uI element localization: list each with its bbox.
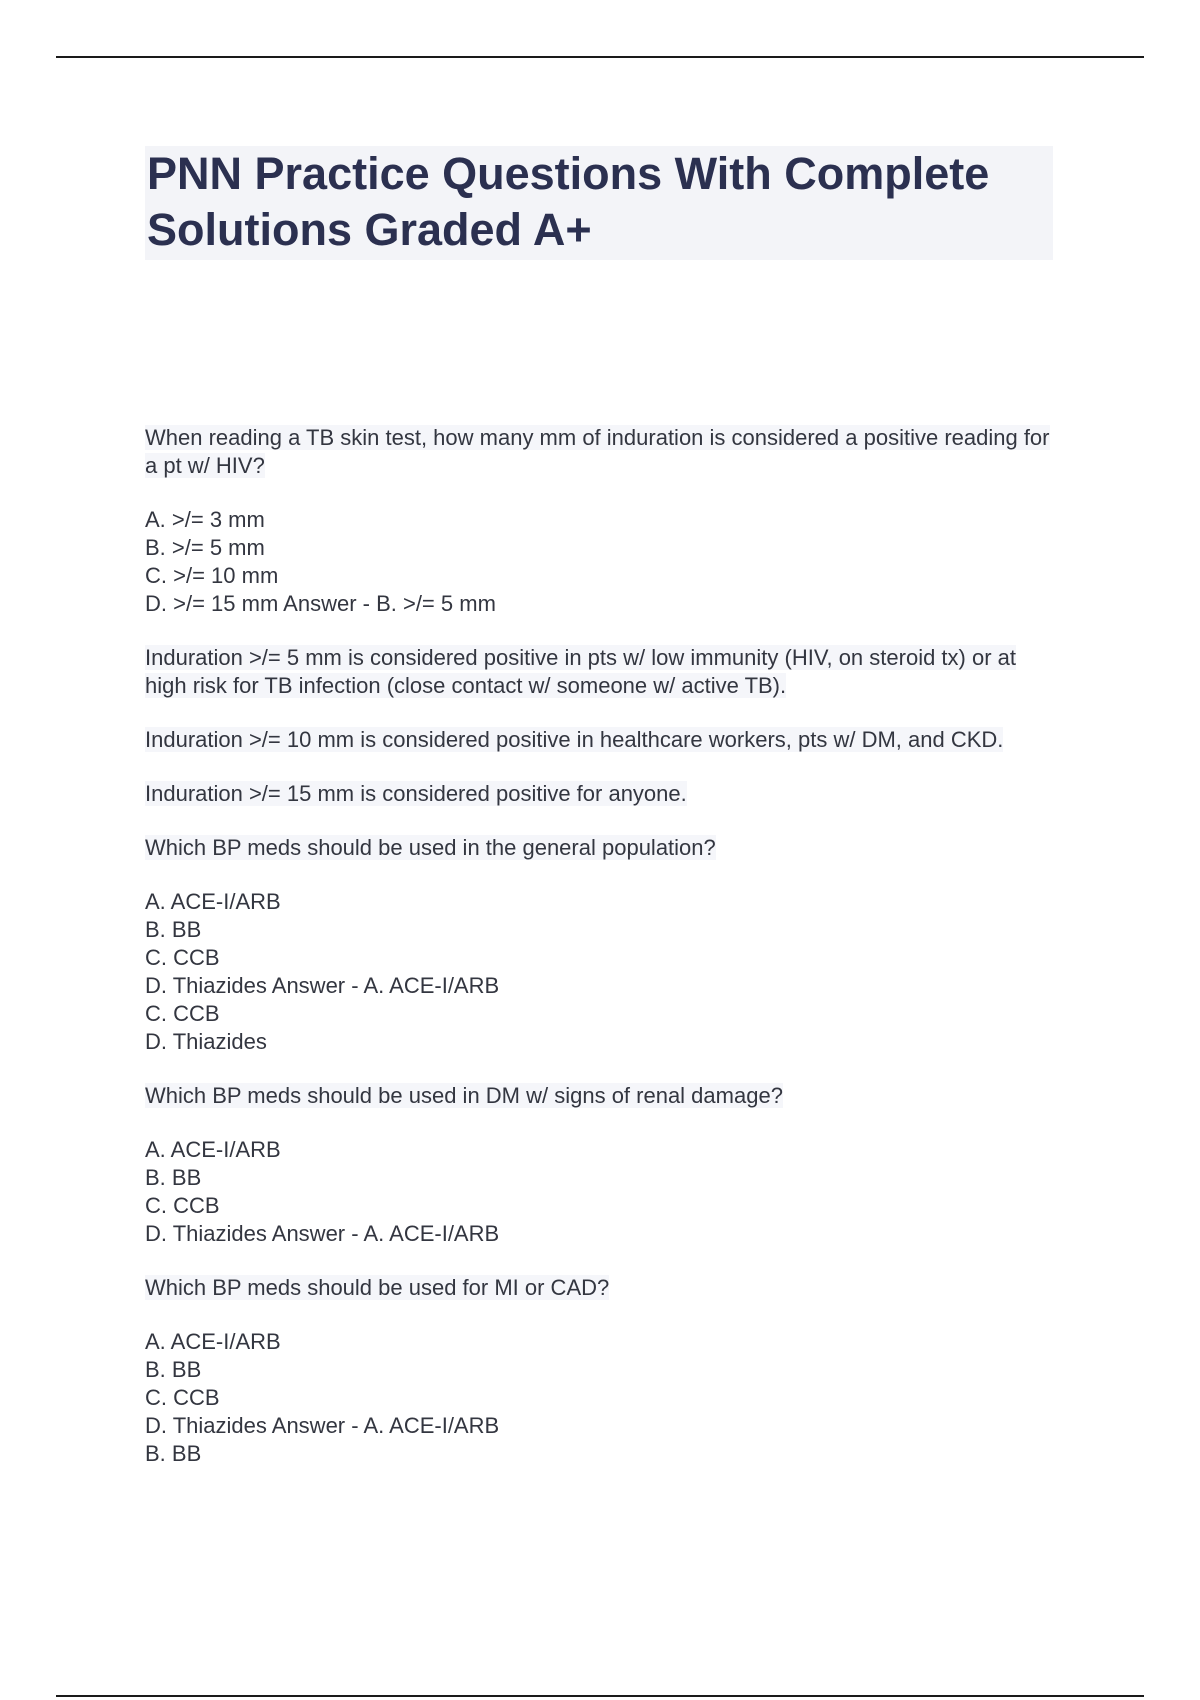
document-body bbox=[145, 424, 1055, 1494]
option-with-answer: D. Thiazides Answer - A. ACE-I/ARB bbox=[145, 1413, 500, 1438]
explanation-paragraph: Induration >/= 5 mm is considered positive in pts w/ low immunity (HIV, on steroid tx) or at high risk for TB infection (close contact w/ someone w/ active TB). bbox=[145, 645, 1016, 698]
option: A. ACE-I/ARB bbox=[145, 1137, 281, 1162]
title-block bbox=[145, 146, 1053, 260]
option: C. CCB bbox=[145, 945, 220, 970]
bottom-divider bbox=[56, 1695, 1144, 1697]
option: B. BB bbox=[145, 1165, 202, 1190]
option: C. CCB bbox=[145, 1193, 220, 1218]
question-1-text: When reading a TB skin test, how many mm of induration is considered a positive reading for a pt w/ HIV? bbox=[145, 425, 1050, 478]
title-line-2: Solutions Graded A+ bbox=[147, 204, 592, 255]
option: C. CCB bbox=[145, 1001, 220, 1026]
option-with-answer: D. Thiazides Answer - A. ACE-I/ARB bbox=[145, 973, 500, 998]
explanation-paragraph: Induration >/= 15 mm is considered positive for anyone. bbox=[145, 781, 687, 806]
question-3-text: Which BP meds should be used in DM w/ signs of renal damage? bbox=[145, 1083, 783, 1108]
option: B. BB bbox=[145, 1357, 202, 1382]
option: A. ACE-I/ARB bbox=[145, 1329, 281, 1354]
option: B. BB bbox=[145, 1441, 202, 1466]
option: B. BB bbox=[145, 917, 202, 942]
option: A. ACE-I/ARB bbox=[145, 889, 281, 914]
option-with-answer: D. Thiazides Answer - A. ACE-I/ARB bbox=[145, 1221, 500, 1246]
option-with-answer: D. >/= 15 mm Answer - B. >/= 5 mm bbox=[145, 591, 496, 616]
option: C. CCB bbox=[145, 1385, 220, 1410]
question-4-text: Which BP meds should be used for MI or CAD? bbox=[145, 1275, 610, 1300]
top-divider bbox=[56, 56, 1144, 58]
option: B. >/= 5 mm bbox=[145, 535, 265, 560]
explanation-paragraph: Induration >/= 10 mm is considered positive in healthcare workers, pts w/ DM, and CKD. bbox=[145, 727, 1004, 752]
question-3-options bbox=[145, 1136, 1055, 1248]
question-4-options bbox=[145, 1328, 1055, 1468]
question-1-options bbox=[145, 506, 1055, 618]
option: A. >/= 3 mm bbox=[145, 507, 265, 532]
question-2-options bbox=[145, 888, 1055, 1056]
option: C. >/= 10 mm bbox=[145, 563, 279, 588]
question-2-text: Which BP meds should be used in the general population? bbox=[145, 835, 716, 860]
option: D. Thiazides bbox=[145, 1029, 267, 1054]
title-line-1: PNN Practice Questions With Complete bbox=[147, 148, 990, 199]
document-title bbox=[147, 146, 1051, 258]
